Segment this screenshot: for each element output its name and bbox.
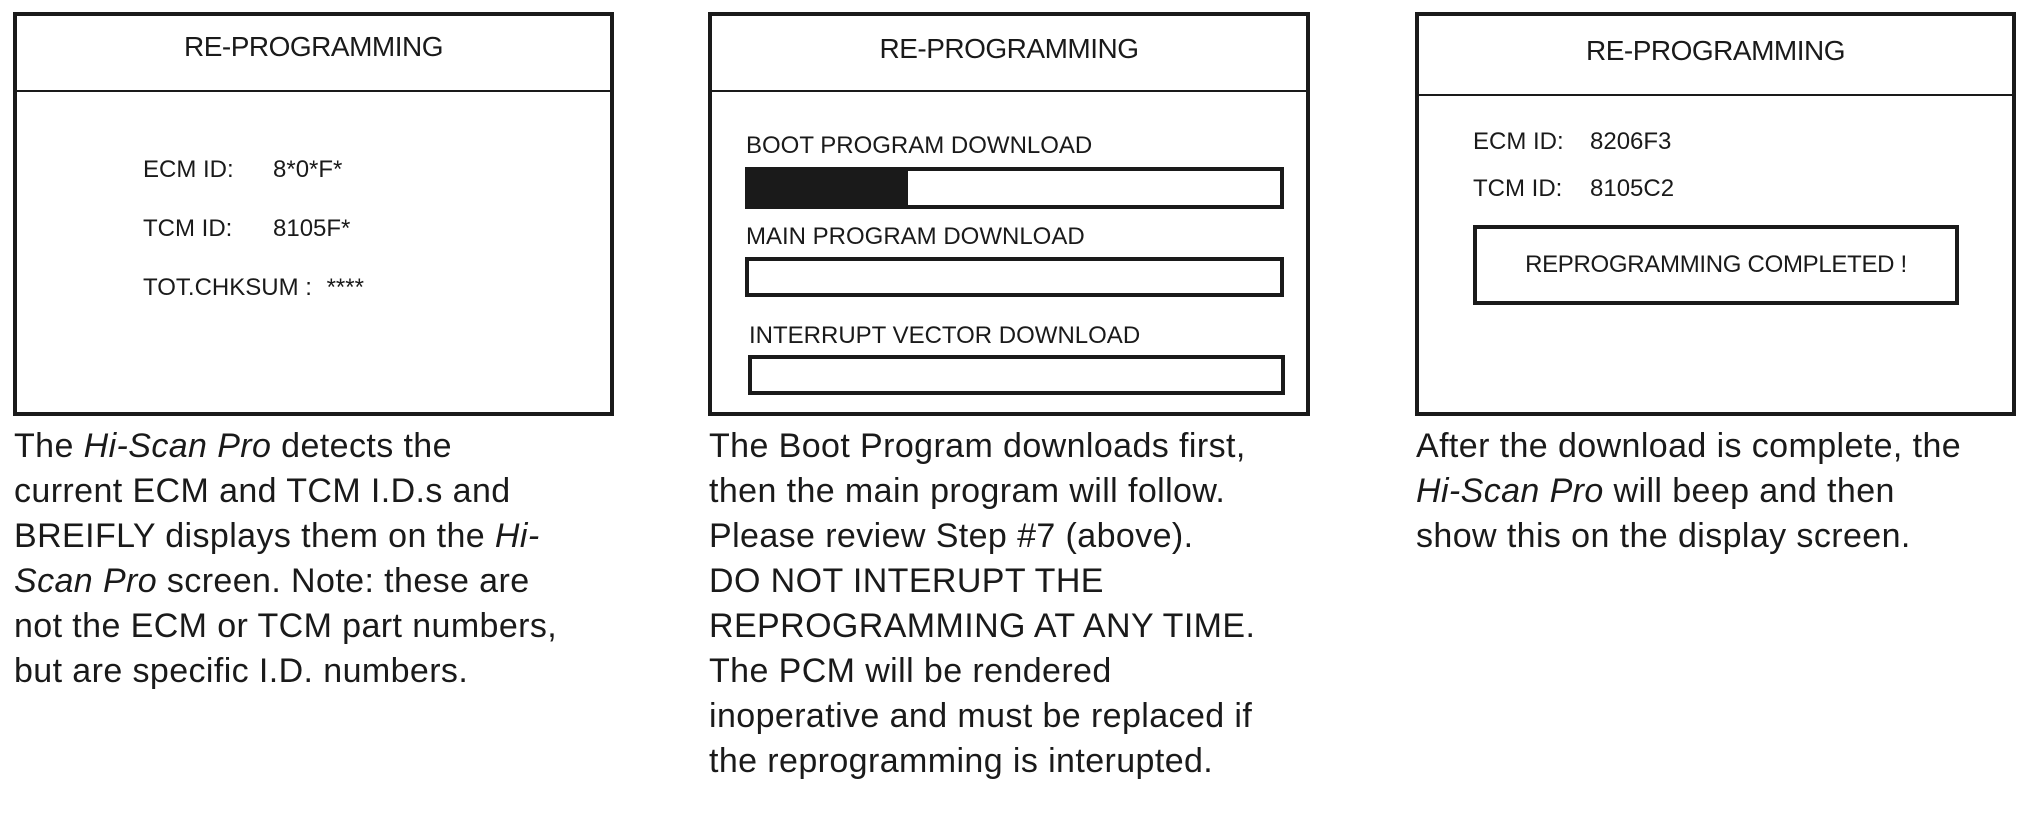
ecm-id-row bbox=[1473, 128, 1672, 156]
product-name: Hi- bbox=[494, 517, 540, 555]
tcm-id-row bbox=[143, 215, 351, 243]
caption-line: Please review Step #7 (above). bbox=[709, 517, 1194, 555]
caption-line: The PCM will be rendered bbox=[709, 652, 1112, 690]
device-screen-ids bbox=[13, 12, 614, 416]
completion-message: REPROGRAMMING COMPLETED ! bbox=[1473, 225, 1959, 305]
product-name: Hi-Scan Pro bbox=[83, 427, 272, 465]
screen-title: RE-PROGRAMMING bbox=[17, 16, 610, 92]
caption-id-display bbox=[14, 424, 557, 694]
caption-line: inoperative and must be replaced if bbox=[709, 697, 1253, 735]
device-screen-complete bbox=[1415, 12, 2016, 416]
main-download-label: MAIN PROGRAM DOWNLOAD bbox=[746, 223, 1085, 250]
main-download-progress-bar bbox=[745, 257, 1284, 297]
tcm-id-label: TCM ID: bbox=[143, 215, 233, 242]
boot-download-label: BOOT PROGRAM DOWNLOAD bbox=[746, 132, 1093, 159]
checksum-row bbox=[143, 274, 364, 302]
ecm-id-value: 8*0*F* bbox=[273, 156, 343, 183]
boot-download-progress-bar bbox=[745, 167, 1284, 209]
caption-line: Scan Pro screen. Note: these are bbox=[14, 562, 530, 600]
tcm-id-value: 8105C2 bbox=[1590, 175, 1675, 202]
vector-download-label: INTERRUPT VECTOR DOWNLOAD bbox=[749, 322, 1141, 349]
caption-line: Hi-Scan Pro will beep and then bbox=[1416, 472, 1895, 510]
ecm-id-label: ECM ID: bbox=[1473, 128, 1564, 155]
caption-line: not the ECM or TCM part numbers, bbox=[14, 607, 558, 645]
vector-download-progress-bar bbox=[748, 355, 1285, 395]
caption-line: but are specific I.D. numbers. bbox=[14, 652, 469, 690]
checksum-value: **** bbox=[326, 274, 364, 301]
caption-line: show this on the display screen. bbox=[1416, 517, 1911, 555]
caption-completed bbox=[1416, 424, 1961, 559]
caption-line: BREIFLY displays them on the Hi- bbox=[14, 517, 540, 555]
caption-line: REPROGRAMMING AT ANY TIME. bbox=[709, 607, 1256, 645]
tcm-id-row bbox=[1473, 175, 1675, 203]
tcm-id-label: TCM ID: bbox=[1473, 175, 1563, 202]
ecm-id-row bbox=[143, 156, 343, 184]
device-screen-download bbox=[708, 12, 1310, 416]
tcm-id-value: 8105F* bbox=[273, 215, 351, 242]
caption-line: the reprogramming is interupted. bbox=[709, 742, 1214, 780]
caption-line: The Hi-Scan Pro detects the bbox=[14, 427, 452, 465]
checksum-label: TOT.CHKSUM : bbox=[143, 274, 312, 301]
product-name: Hi-Scan Pro bbox=[1416, 472, 1604, 510]
product-name: Scan Pro bbox=[14, 562, 158, 600]
screen-title: RE-PROGRAMMING bbox=[1419, 16, 2012, 96]
screen-title: RE-PROGRAMMING bbox=[712, 16, 1306, 92]
caption-download bbox=[709, 424, 1255, 784]
progress-fill bbox=[749, 171, 908, 205]
caption-line: current ECM and TCM I.D.s and bbox=[14, 472, 511, 510]
caption-line: After the download is complete, the bbox=[1416, 427, 1962, 465]
ecm-id-label: ECM ID: bbox=[143, 156, 234, 183]
caption-line: DO NOT INTERUPT THE bbox=[709, 562, 1104, 600]
caption-line: The Boot Program downloads first, bbox=[709, 427, 1246, 465]
ecm-id-value: 8206F3 bbox=[1590, 128, 1672, 155]
caption-line: then the main program will follow. bbox=[709, 472, 1226, 510]
